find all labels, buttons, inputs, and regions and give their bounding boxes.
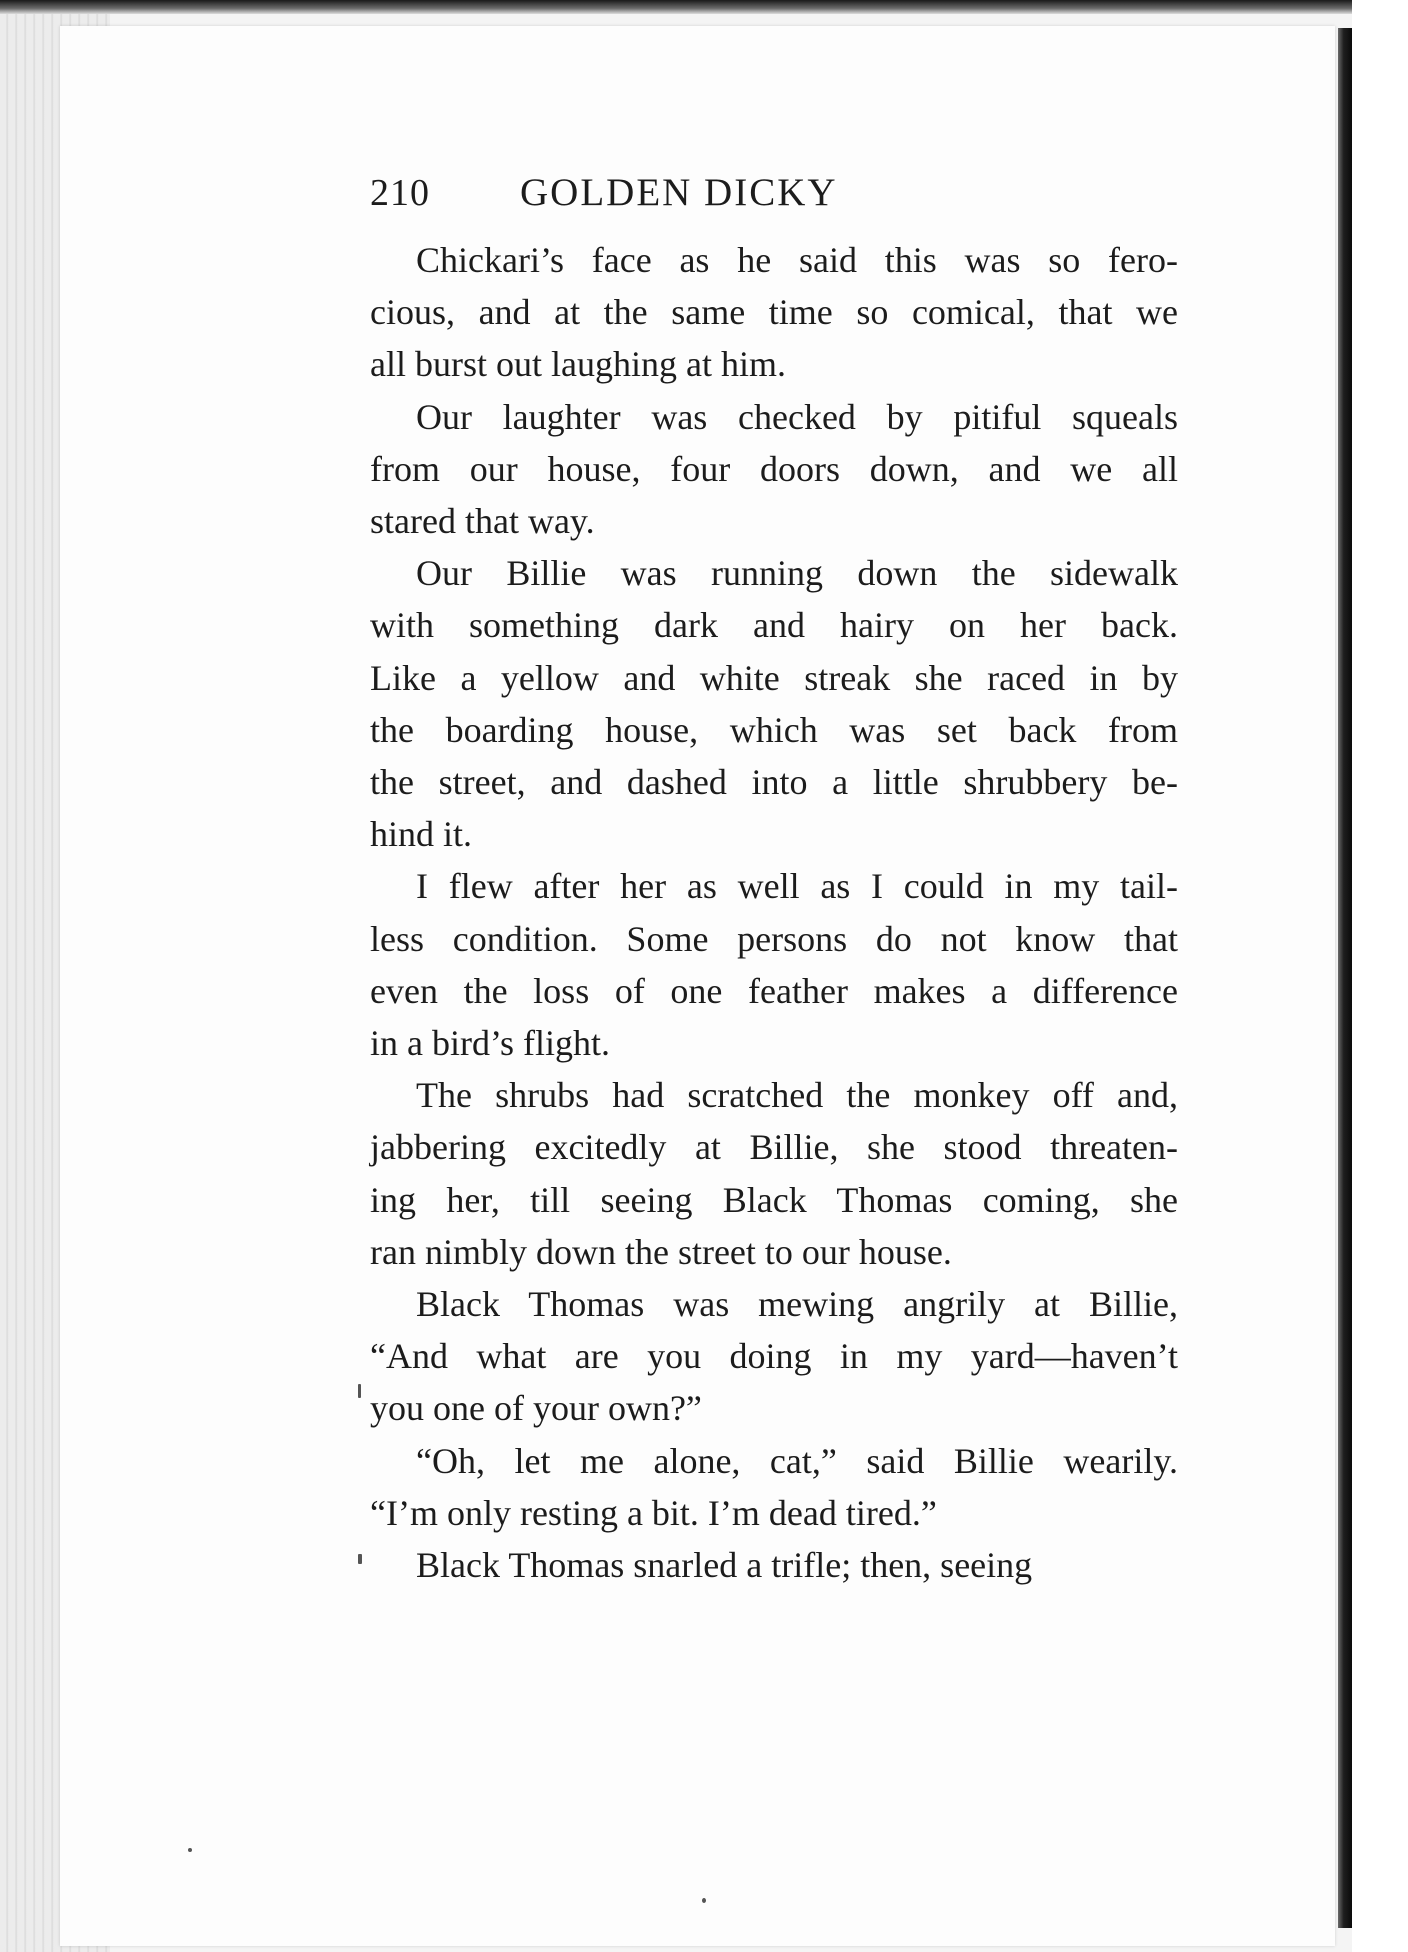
scan-top-edge — [0, 0, 1408, 14]
text-line: Black Thomas was mewing angrily at Billie, — [416, 1284, 1178, 1325]
text-line: stared that way. — [370, 501, 595, 542]
paragraph — [370, 860, 1178, 1069]
paragraph — [370, 1539, 1178, 1591]
text-line: with something dark and hairy on her back. — [370, 605, 1178, 646]
running-head — [370, 170, 1178, 234]
text-line: hind it. — [370, 814, 473, 855]
text-line: ran nimbly down the street to our house. — [370, 1231, 952, 1272]
text-line: in a bird’s flight. — [370, 1023, 610, 1064]
text-line: the street, and dashed into a little shrubbery be- — [370, 762, 1178, 803]
text-line: “I’m only resting a bit. I’m dead tired.” — [370, 1492, 937, 1533]
text-line: cious, and at the same time so comical, that we — [370, 292, 1178, 333]
paragraph — [370, 1069, 1178, 1278]
scan-speck — [188, 1848, 192, 1852]
text-line: I flew after her as well as I could in my tail- — [416, 866, 1178, 907]
scan-speck — [702, 1898, 706, 1903]
text-line: Chickari’s face as he said this was so fero- — [416, 240, 1178, 280]
paragraph — [370, 547, 1178, 860]
body-text — [370, 234, 1178, 1591]
text-line: the boarding house, which was set back from — [370, 709, 1178, 750]
page-number: 210 — [370, 172, 430, 214]
paragraph — [370, 234, 1178, 391]
text-line: Black Thomas snarled a trifle; then, seeing — [416, 1545, 1033, 1586]
page-text — [370, 170, 1178, 1591]
text-line: “Oh, let me alone, cat,” said Billie wearily. — [416, 1440, 1178, 1481]
text-line: even the loss of one feather makes a difference — [370, 970, 1178, 1011]
text-line: you one of your own?” — [370, 1388, 702, 1429]
text-line: less condition. Some persons do not know that — [370, 918, 1178, 959]
text-line: Our Billie was running down the sidewalk — [416, 553, 1178, 594]
scan-right-margin — [1352, 0, 1408, 1952]
text-line: Like a yellow and white streak she raced in by — [370, 657, 1178, 698]
binding-gutter — [1338, 28, 1352, 1928]
text-line: Our laughter was checked by pitiful squeals — [416, 396, 1178, 437]
text-line: ing her, till seeing Black Thomas coming, she — [370, 1179, 1178, 1220]
text-line: “And what are you doing in my yard—haven’t — [370, 1336, 1178, 1377]
paragraph — [370, 1435, 1178, 1539]
text-line: jabbering excitedly at Billie, she stood threaten- — [370, 1127, 1178, 1168]
paragraph — [370, 391, 1178, 548]
scan-speck — [358, 1554, 362, 1564]
text-line: all burst out laughing at him. — [370, 344, 786, 385]
text-line: The shrubs had scratched the monkey off and, — [416, 1075, 1178, 1116]
paragraph — [370, 1278, 1178, 1435]
scan-speck — [358, 1384, 361, 1398]
book-title: GOLDEN DICKY — [520, 171, 838, 214]
text-line: from our house, four doors down, and we all — [370, 448, 1178, 489]
